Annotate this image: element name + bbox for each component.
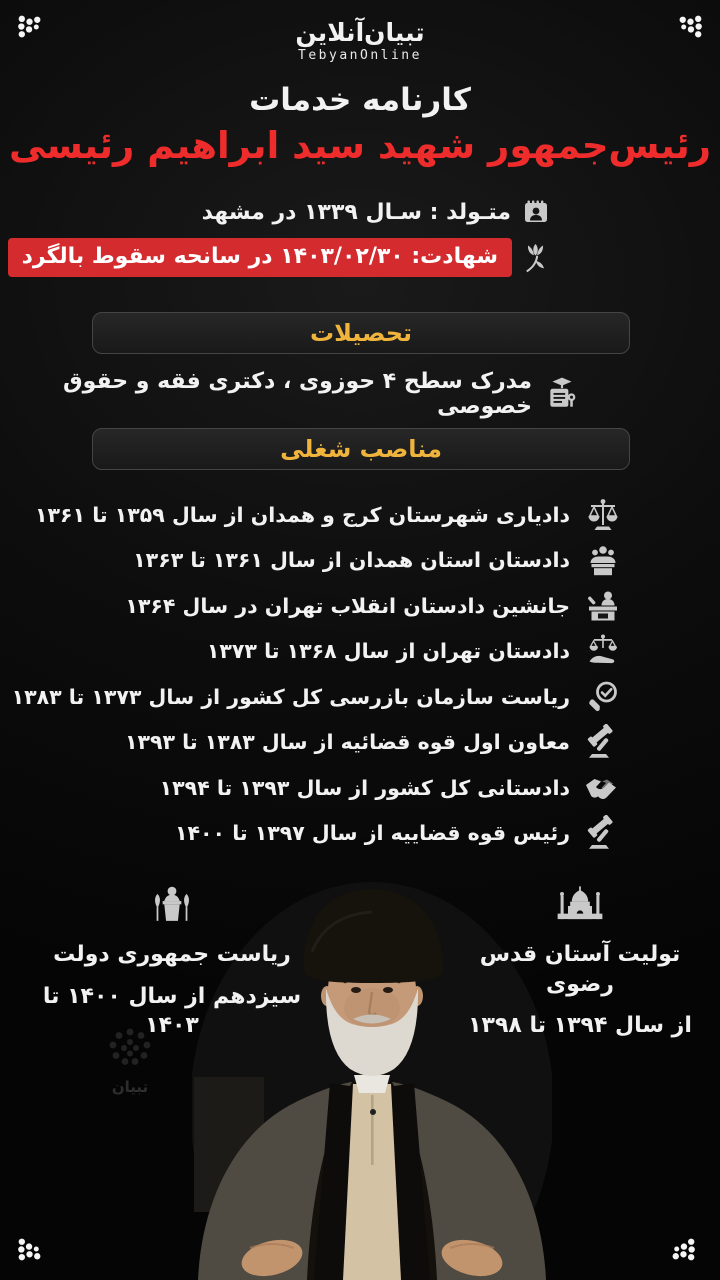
position-text: رئیس قوه قضاییه از سال ۱۳۹۷ تا ۱۴۰۰ — [175, 821, 570, 846]
position-text: معاون اول قوه قضائیه از سال ۱۳۸۳ تا ۱۳۹۳ — [124, 730, 570, 755]
section-header-positions: مناصب شغلی — [92, 428, 630, 470]
positions-list — [12, 492, 622, 856]
page-subtitle-name: رئیس‌جمهور شهید سید ابراهیم رئیسی — [8, 124, 712, 167]
position-text: دادستانی کل کشور از سال ۱۳۹۳ تا ۱۳۹۴ — [159, 775, 570, 800]
position-row — [12, 492, 622, 538]
tebyan-logo-farsi: تبیان‌آنلاین — [295, 18, 425, 47]
tebyan-corner-dots-icon — [17, 1235, 44, 1262]
position-text: دادستان استان همدان از سال ۱۳۶۱ تا ۱۳۶۳ — [133, 548, 570, 573]
position-text: دادیاری شهرستان کرج و همدان از سال ۱۳۵۹ تا ۱۳۶۱ — [35, 502, 570, 527]
handshake-icon — [584, 770, 622, 806]
footer-presidency-block — [42, 882, 302, 1041]
astan-quds-years: از سال ۱۳۹۴ تا ۱۳۹۸ — [468, 1013, 692, 1039]
page-title: کارنامه خدمات — [249, 82, 471, 118]
judge-bench-icon — [584, 588, 622, 624]
birth-text: متـولد : سـال ۱۳۳۹ در مشهد — [201, 199, 511, 225]
footer-astan-quds-block — [450, 882, 710, 1041]
presidency-title: ریاست جمهوری دولت — [53, 942, 291, 967]
diploma-icon — [544, 376, 580, 412]
shrine-icon — [450, 882, 710, 928]
birth-info-row — [202, 199, 549, 225]
tebyan-corner-dots-icon — [669, 1235, 696, 1262]
position-row — [12, 629, 622, 675]
inspection-magnifier-icon — [584, 679, 622, 715]
justice-scales-icon — [584, 497, 622, 533]
gavel-icon — [584, 815, 622, 851]
education-text: مدرک سطح ۴ حوزوی ، دکتری فقه و حقوق خصوصی — [63, 369, 532, 419]
prosecutor-desk-icon — [584, 542, 622, 578]
gavel-icon — [584, 724, 622, 760]
position-text: ریاست سازمان بازرسی کل کشور از سال ۱۳۷۳ تا ۱۳۸۳ — [11, 684, 570, 709]
hand-scales-icon — [584, 633, 622, 669]
education-item — [0, 369, 580, 419]
tulip-icon — [522, 242, 549, 274]
position-row — [12, 765, 622, 811]
podium-icon — [42, 882, 302, 928]
astan-quds-title: تولیت آستان قدس رضوی — [479, 942, 681, 997]
position-row — [12, 538, 622, 584]
birth-certificate-icon — [523, 199, 549, 225]
tebyan-watermark-text: تبیان — [111, 1078, 149, 1096]
position-row — [12, 583, 622, 629]
position-row — [12, 674, 622, 720]
section-header-education: تحصیلات — [92, 312, 630, 354]
position-text: جانشین دادستان انقلاب تهران در سال ۱۳۶۴ — [125, 593, 570, 618]
presidency-years: سیزدهم از سال ۱۴۰۰ تا ۱۴۰۳ — [42, 983, 302, 1039]
martyrdom-info-row — [8, 238, 549, 277]
tebyan-logo-latin: TebyanOnline — [298, 48, 422, 63]
position-row — [12, 811, 622, 857]
position-text: دادستان تهران از سال ۱۳۶۸ تا ۱۳۷۳ — [206, 639, 570, 664]
tebyan-logo — [0, 18, 720, 63]
position-row — [12, 720, 622, 766]
martyrdom-badge: شهادت: ۱۴۰۳/۰۲/۳۰ در سانحه سقوط بالگرد — [8, 238, 512, 277]
